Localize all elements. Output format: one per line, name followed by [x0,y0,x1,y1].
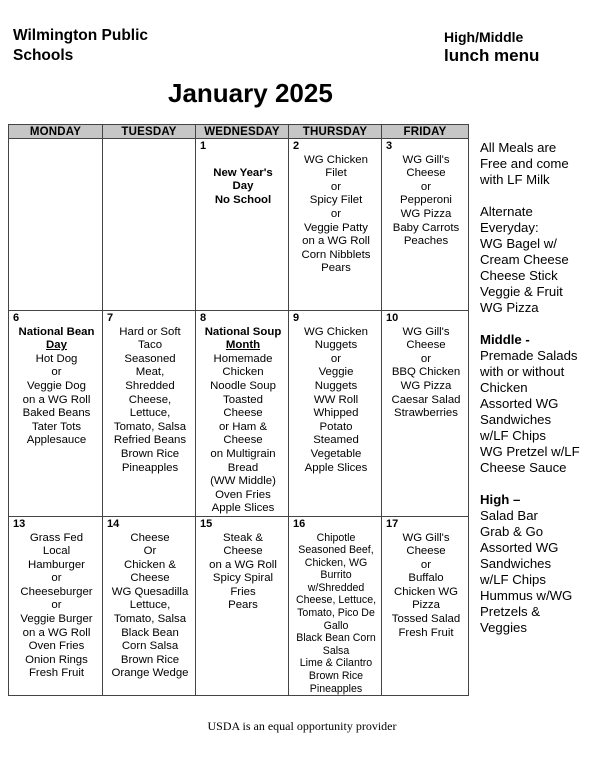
day-menu: WG Gill's Cheese or BBQ Chicken WG Pizza Caesar Salad Strawberries [391,325,461,420]
day-menu: WG Gill's Cheese or Buffalo Chicken WG Pizza Tossed Salad Fresh Fruit [391,531,461,639]
day-number: 15 [200,517,213,530]
day-cell [196,311,289,517]
district-name: Wilmington Public Schools [13,27,149,64]
day-number: 2 [293,140,300,152]
day-number: 3 [386,140,393,152]
menu-type [444,28,594,66]
day-cell [103,139,196,311]
day-cell [9,311,103,517]
menu-label: lunch menu [444,46,540,65]
high-heading: High – [480,492,521,507]
weekday-monday: MONDAY [9,125,103,139]
day-number: 10 [386,312,399,324]
weekday-wednesday: WEDNESDAY [196,125,289,139]
special-day-label: National Soup [204,325,282,338]
special-day-label: Month [225,339,261,352]
menu-notes-sidebar [480,140,604,636]
day-menu: WG Gill's Cheese or Pepperoni WG Pizza Baby Carrots Peaches [392,153,460,248]
day-number: 7 [107,312,114,324]
week-row [9,516,469,695]
day-number: 1 [200,140,207,152]
day-number: 9 [293,312,300,324]
day-cell [382,311,469,517]
week-row [9,139,469,311]
middle-heading: Middle - [480,332,530,347]
menu-calendar [8,124,469,696]
day-cell [289,311,382,517]
weekday-tuesday: TUESDAY [103,125,196,139]
day-number: 16 [293,517,306,530]
day-cell [289,516,382,695]
middle-options: Premade Salads with or without Chicken Assorted WG Sandwiches w/LF Chips WG Pretzel w/LF Cheese Sauce [480,348,580,475]
day-menu: Hard or Soft Taco Seasoned Meat, Shredded Cheese, Lettuce, Tomato, Salsa Refried Beans Brown Rice Pineapples [113,325,187,474]
day-number: 8 [200,312,207,324]
day-number: 6 [13,312,20,324]
day-menu: Steak & Cheese on a WG Roll Spicy Spiral Fries Pears [209,531,277,612]
day-cell [196,139,289,311]
day-cell [382,139,469,311]
month-title: January 2025 [168,78,333,108]
day-cell [103,516,196,695]
day-number: 13 [13,517,26,530]
day-cell [289,139,382,311]
usda-notice: USDA is an equal opportunity provider [207,719,397,733]
day-menu: WG Chicken Nuggets or Veggie Nuggets WW Roll Whipped Potato Steamed Vegetable Apple Slices [304,325,368,474]
menu-level: High/Middle [444,29,524,45]
week-row [9,311,469,517]
day-cell [103,311,196,517]
alternate-options: Alternate Everyday: WG Bagel w/ Cream Cheese Cheese Stick Veggie & Fruit WG Pizza [480,204,569,315]
special-day-label: National Bean [18,325,95,338]
day-cell [382,516,469,695]
day-menu: Grass Fed Local Hamburger or Cheeseburger or Veggie Burger on a WG Roll Oven Fries Onion Rings Fresh Fruit [20,531,93,680]
day-number: 14 [107,517,120,530]
weekday-friday: FRIDAY [382,125,469,139]
meals-note: All Meals are Free and come with LF Milk [480,140,569,187]
day-menu: Cheese Or Chicken & Cheese WG Quesadilla Lettuce, Tomato, Salsa Black Bean Corn Salsa Brown Rice Orange Wedge [111,531,189,680]
day-menu: New Year's Day No School [213,166,273,206]
weekday-thursday: THURSDAY [289,125,382,139]
day-menu: Homemade Chicken Noodle Soup Toasted Cheese or Ham & Cheese on Multigrain Bread (WW Middle) Oven Fries Apple Slices [210,352,276,515]
day-cell [196,516,289,695]
day-menu: Chipotle Seasoned Beef, Chicken, WG Burrito w/Shredded Cheese, Lettuce, Tomato, Pico De Gallo Black Bean Corn Salsa Lime & Cilantro Brown Rice Pineapples [295,531,377,695]
day-number: 17 [386,517,399,530]
weekday-header-row [9,125,469,139]
day-cell [9,139,103,311]
day-menu: WG Chicken Filet or Spicy Filet or Veggie Patty on a WG Roll Corn Nibblets Pears [301,153,371,275]
day-cell [9,516,103,695]
day-menu: Hot Dog or Veggie Dog on a WG Roll Baked Beans Tater Tots Applesauce [22,352,91,447]
special-day-label: Day [46,339,67,352]
high-options: Salad Bar Grab & Go Assorted WG Sandwiches w/LF Chips Hummus w/WG Pretzels & Veggies [480,508,573,635]
